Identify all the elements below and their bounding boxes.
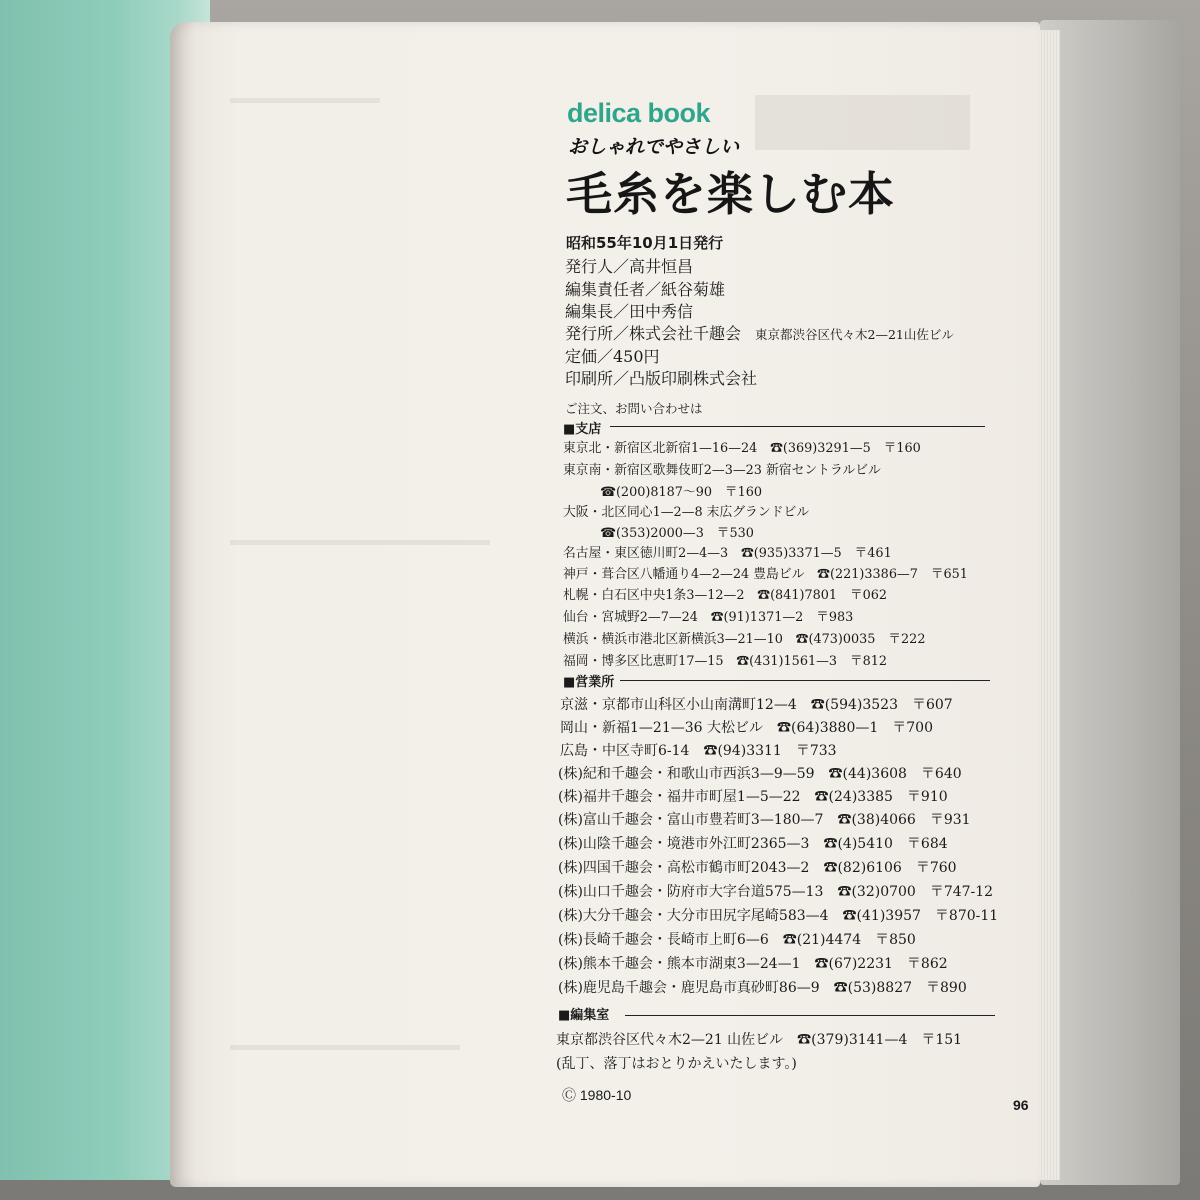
section-rule: [620, 680, 990, 681]
office-row: (株)富山千趣会・富山市豊若町3—180—7 ☎(38)4066 〒931: [558, 812, 971, 828]
branch-row: ☎(353)2000—3 〒530: [600, 526, 754, 541]
branch-row: 大阪・北区同心1—2—8 末広グランドビル: [563, 505, 810, 520]
office-row: (株)山陰千趣会・境港市外江町2365—3 ☎(4)5410 〒684: [558, 836, 948, 852]
branch-row: 名古屋・東区徳川町2—4—3 ☎(935)3371—5 〒461: [563, 546, 892, 561]
credit-printer: 印刷所／凸版印刷株式会社: [565, 369, 758, 388]
issue-date: 昭和55年10月1日発行: [566, 234, 724, 252]
branch-row: 東京南・新宿区歌舞伎町2—3—23 新宿セントラルビル: [563, 463, 881, 478]
credit-chief-editor: 編集長／田中秀信: [565, 302, 694, 321]
office-row: 京滋・京都市山科区小山南溝町12—4 ☎(594)3523 〒607: [560, 697, 953, 713]
credit-price: 定価／450円: [565, 347, 660, 366]
branch-row: 福岡・博多区比恵町17—15 ☎(431)1561—3 〒812: [563, 654, 888, 669]
office-row: (株)長崎千趣会・長崎市上町6—6 ☎(21)4474 〒850: [558, 932, 916, 948]
office-row: (株)紀和千趣会・和歌山市西浜3—9—59 ☎(44)3608 〒640: [558, 766, 962, 782]
book-subtitle: おしゃれでやさしい: [568, 136, 740, 158]
office-row: (株)熊本千趣会・熊本市湖東3—24—1 ☎(67)2231 〒862: [558, 956, 948, 972]
office-row: (株)福井千趣会・福井市町屋1—5—22 ☎(24)3385 〒910: [558, 789, 948, 805]
editorial-heading: ■編集室: [558, 1008, 610, 1023]
inquiry-note: ご注文、お問い合わせは: [565, 401, 703, 416]
branch-row: ☎(200)8187～90 〒160: [600, 485, 763, 500]
branch-row: 仙台・宮城野2—7—24 ☎(91)1371—2 〒983: [563, 610, 854, 625]
show-through-mark: [230, 540, 490, 545]
branch-row: 神戸・葺合区八幡通り4—2—24 豊島ビル ☎(221)3386—7 〒651: [563, 567, 968, 582]
show-through-mark: [230, 1045, 460, 1050]
office-row: 広島・中区寺町6-14 ☎(94)3311 〒733: [560, 743, 837, 759]
editorial-address: 東京都渋谷区代々木2—21 山佐ビル ☎(379)3141—4 〒151: [556, 1032, 963, 1048]
branch-row: 東京北・新宿区北新宿1—16—24 ☎(369)3291—5 〒160: [563, 441, 921, 456]
office-row: (株)山口千趣会・防府市大字台道575—13 ☎(32)0700 〒747-12: [558, 884, 994, 900]
credit-publishing-house: 発行所／株式会社千趣会: [565, 324, 742, 343]
show-through-mark: [230, 98, 380, 103]
branch-row: 横浜・横浜市港北区新横浜3—21—10 ☎(473)0035 〒222: [563, 632, 926, 647]
office-row: (株)鹿児島千趣会・鹿児島市真砂町86—9 ☎(53)8827 〒890: [558, 980, 967, 996]
section-rule: [625, 1015, 995, 1016]
credit-publisher: 発行人／高井恒昌: [565, 257, 694, 276]
branches-heading: ■支店: [563, 422, 602, 437]
office-row: (株)大分千趣会・大分市田尻字尾崎583—4 ☎(41)3957 〒870-11: [558, 908, 999, 924]
office-row: 岡山・新福1—21—36 大松ビル ☎(64)3880—1 〒700: [560, 720, 933, 736]
credit-editor-in-charge: 編集責任者／紙谷菊雄: [565, 280, 726, 299]
show-through-mark: [755, 95, 970, 150]
copyright-notice: Ⓒ 1980-10: [562, 1087, 632, 1103]
replacement-note: (乱丁、落丁はおとりかえいたします。): [556, 1056, 797, 1072]
brand-logo: delica book: [567, 98, 711, 128]
branch-row: 札幌・白石区中央1条3—12—2 ☎(841)7801 〒062: [563, 588, 888, 603]
publisher-address: 東京都渋谷区代々木2—21山佐ビル: [755, 327, 954, 342]
back-cover-board: [1040, 20, 1180, 1185]
page-number: 96: [1013, 1097, 1029, 1113]
offices-heading: ■営業所: [563, 675, 615, 690]
book-title: 毛糸を楽しむ本: [566, 167, 895, 221]
section-rule: [610, 426, 985, 427]
office-row: (株)四国千趣会・高松市鶴市町2043—2 ☎(82)6106 〒760: [558, 860, 957, 876]
